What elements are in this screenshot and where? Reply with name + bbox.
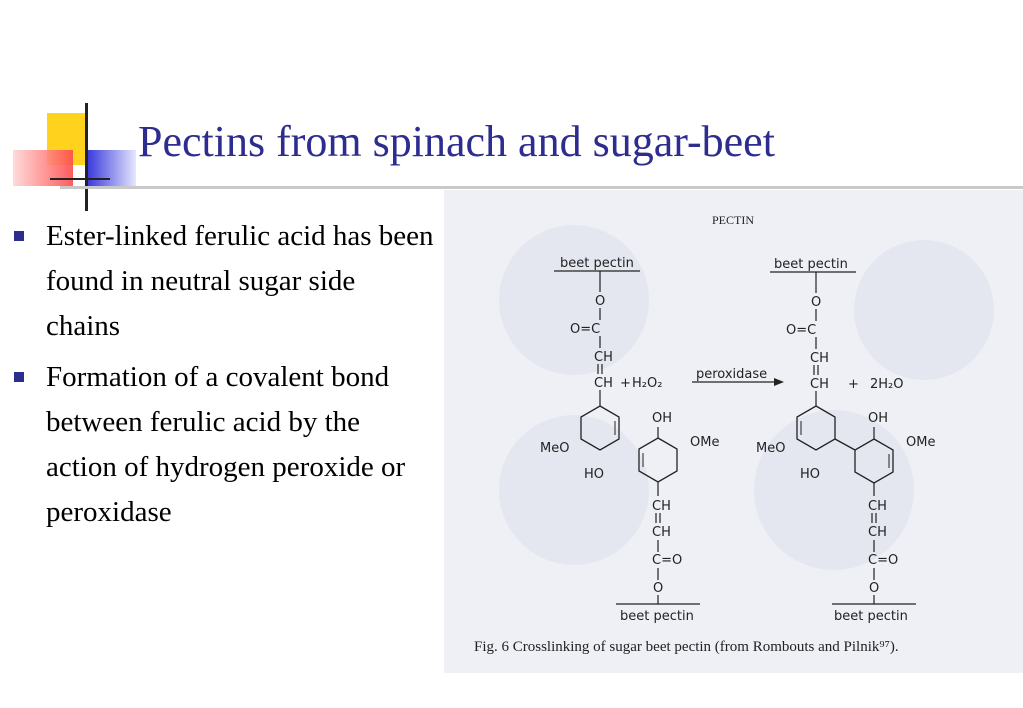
- hydroxyl-label: OH: [868, 411, 889, 426]
- deco-red-block: [13, 150, 73, 186]
- carbonyl-label: C=O: [652, 553, 683, 568]
- beet-pectin-label: beet pectin: [620, 609, 694, 624]
- title-divider: [60, 186, 1023, 189]
- h2o2-label: H₂O₂: [632, 376, 663, 391]
- ch-label: CH: [594, 350, 613, 365]
- bullet-item: [14, 214, 434, 349]
- figure-heading: PECTIN: [712, 213, 754, 227]
- figure-caption: Fig. 6 Crosslinking of sugar beet pectin (from Rombouts and Pilnik⁹⁷).: [474, 639, 899, 655]
- bullet-marker: [14, 231, 24, 241]
- ch-label: CH: [810, 351, 829, 366]
- slide-title: Pectins from spinach and sugar-beet: [138, 117, 775, 166]
- deco-horizontal-line: [50, 178, 110, 180]
- oxygen-label: O: [811, 295, 822, 310]
- texture-circle: [499, 415, 649, 565]
- oxygen-label: O: [653, 581, 664, 596]
- ch-label: CH: [594, 376, 613, 391]
- methoxy-label: MeO: [540, 441, 570, 456]
- oxygen-label: O: [869, 581, 880, 596]
- methoxy-label: MeO: [756, 441, 786, 456]
- ch-label: CH: [868, 525, 887, 540]
- beet-pectin-label: beet pectin: [834, 609, 908, 624]
- bullet-item: [14, 355, 434, 535]
- deco-vertical-line: [85, 103, 88, 211]
- hydroxyl-label: HO: [584, 467, 605, 482]
- texture-circle: [754, 410, 914, 570]
- bullet-text: Formation of a covalent bond between ferulic acid by the action of hydrogen peroxide or peroxidase: [46, 361, 406, 528]
- methoxy-label: OMe: [906, 435, 936, 450]
- carbonyl-label: O=C: [786, 323, 817, 338]
- crosslinking-figure: [444, 190, 1023, 673]
- arrow-label: peroxidase: [696, 367, 768, 382]
- ch-label: CH: [868, 499, 887, 514]
- beet-pectin-label: beet pectin: [774, 257, 848, 272]
- chemical-structure-diagram: [444, 190, 1023, 673]
- carbonyl-label: O=C: [570, 322, 601, 337]
- carbonyl-label: C=O: [868, 553, 899, 568]
- ch-label: CH: [810, 377, 829, 392]
- bullet-text: Ester-linked ferulic acid has been found in neutral sugar side chains: [46, 220, 434, 342]
- hydroxyl-label: HO: [800, 467, 821, 482]
- ch-label: CH: [652, 525, 671, 540]
- plus-sign: +: [620, 376, 631, 391]
- plus-sign: +: [848, 377, 859, 392]
- bullet-list: [14, 214, 434, 541]
- beet-pectin-label: beet pectin: [560, 256, 634, 271]
- arrow-head: [774, 378, 784, 386]
- water-label: 2H₂O: [870, 377, 904, 392]
- oxygen-label: O: [595, 294, 606, 309]
- deco-blue-block: [88, 150, 136, 188]
- texture-circle: [499, 225, 649, 375]
- ch-label: CH: [652, 499, 671, 514]
- hydroxyl-label: OH: [652, 411, 673, 426]
- methoxy-label: OMe: [690, 435, 720, 450]
- bullet-marker: [14, 372, 24, 382]
- texture-circle: [854, 240, 994, 380]
